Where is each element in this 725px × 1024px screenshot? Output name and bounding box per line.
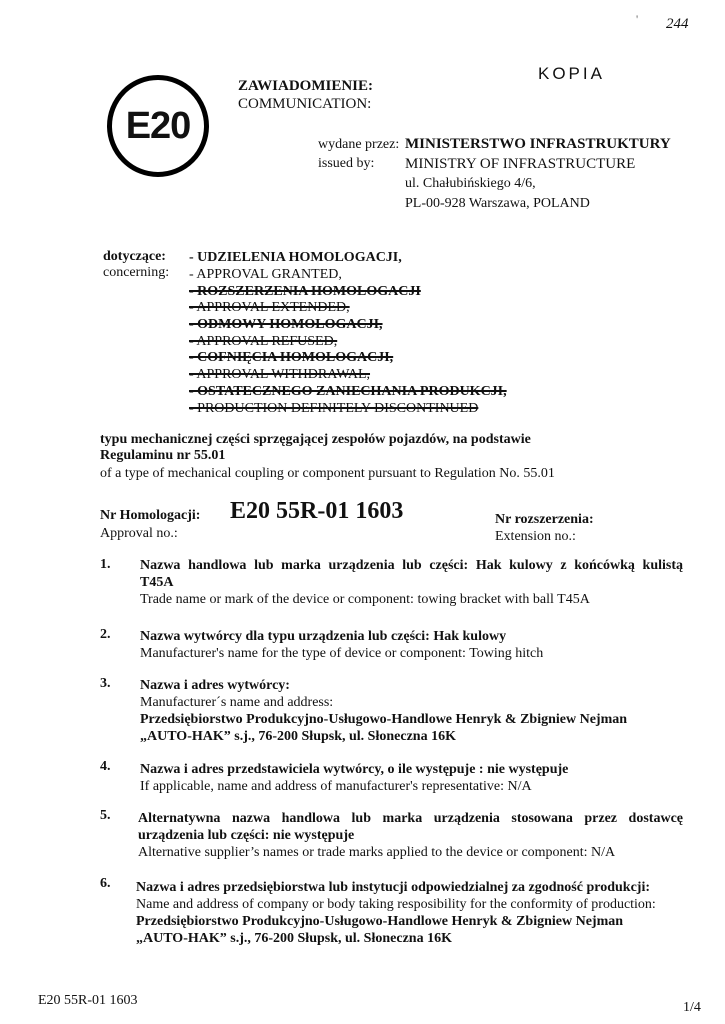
item-4-title-pl: Nazwa i adres przedstawiciela wytwórcy, o ile występuje : nie występuje [140,762,569,777]
item-5-title-pl: Alternatywna nazwa handlowa lub marka urządzenia stosowana przez dostawcę [138,811,683,826]
option-withdrawal-en: - APPROVAL WITHDRAWAL, [189,367,371,382]
address-line-2: PL-00-928 Warszawa, POLAND [405,196,590,211]
option-refused-pl: - ODMOWY HOMOLOGACJI, [189,317,383,332]
list-item [140,761,683,795]
item-5-title-en: Alternative supplier’s names or trade marks applied to the device or component: N/A [138,845,616,860]
issued-label-en: issued by: [318,156,375,171]
item-1-title-en: Trade name or mark of the device or component: towing bracket with ball T45A [140,592,590,607]
handwritten-page-number: 244 [666,16,689,32]
item-4-title-en: If applicable, name and address of manufacturer's representative: N/A [140,779,532,794]
footer-page-number: 1/4 [683,1000,701,1015]
option-approval-granted-en: - APPROVAL GRANTED, [189,267,342,282]
option-withdrawal-pl: - COFNIĘCIA HOMOLOGACJI, [189,350,394,365]
list-item [138,810,683,861]
copy-stamp: KOPIA [538,64,605,83]
title-en: COMMUNICATION: [238,96,372,112]
issuer-en: MINISTRY OF INFRASTRUCTURE [405,156,636,172]
issuer-pl: MINISTERSTWO INFRASTRUKTURY [405,136,671,152]
item-6-title-pl: Nazwa i adres przedsiębiorstwa lub instytucji odpowiedzialnej za zgodność produkcji: [136,880,650,895]
item-1-title-pl: Nazwa handlowa lub marka urządzenia lub części: Hak kulowy z końcówką kulistą [140,558,683,573]
title-pl: ZAWIADOMIENIE: [238,78,374,94]
option-refused-en: - APPROVAL REFUSED, [189,334,338,349]
item-number: 2. [100,627,111,642]
item-1-title-pl-cont: T45A [140,575,174,590]
type-desc-pl-2: Regulaminu nr 55.01 [100,448,226,463]
issued-label-pl: wydane przez: [318,137,400,152]
margin-mark: ' [636,12,639,26]
approval-label-en: Approval no.: [100,526,178,541]
concerning-label-en: concerning: [103,265,170,280]
item-3-manufacturer-address: „AUTO-HAK” s.j., 76-200 Słupsk, ul. Słoneczna 16K [140,729,456,744]
extension-label-pl: Nr rozszerzenia: [495,512,594,527]
approval-number: E20 55R-01 1603 [230,498,404,524]
item-number: 6. [100,876,111,891]
type-desc-en: of a type of mechanical coupling or component pursuant to Regulation No. 55.01 [100,466,555,481]
type-desc-pl-1: typu mechanicznej części sprzęgającej zespołów pojazdów, na podstawie [100,432,531,447]
item-number: 1. [100,557,111,572]
item-3-manufacturer-name: Przedsiębiorstwo Produkcyjno-Usługowo-Handlowe Henryk & Zbigniew Nejman [140,712,628,727]
extension-label-en: Extension no.: [495,529,576,544]
option-extended-en: - APPROVAL EXTENDED, [189,300,350,315]
item-number: 5. [100,808,111,823]
footer-doc-number: E20 55R-01 1603 [38,993,138,1008]
list-item [140,557,683,608]
list-item [140,628,683,662]
logo-text: E20 [125,104,191,147]
item-number: 3. [100,676,111,691]
option-discontinued-pl: - OSTATECZNEGO ZANIECHANIA PRODUKCJI, [189,384,507,399]
item-2-title-en: Manufacturer's name for the type of device or component: Towing hitch [140,646,544,661]
approval-label-pl: Nr Homologacji: [100,508,201,523]
option-approval-granted-pl: - UDZIELENIA HOMOLOGACJI, [189,250,402,265]
option-extended-pl: - ROZSZERZENIA HOMOLOGACJI [189,284,421,299]
item-5-title-pl-cont: urządzenia lub części: nie występuje [138,828,355,843]
option-discontinued-en: - PRODUCTION DEFINITELY DISCONTINUED [189,401,479,416]
item-number: 4. [100,759,111,774]
item-6-company-address: „AUTO-HAK” s.j., 76-200 Słupsk, ul. Słoneczna 16K [136,931,452,946]
item-2-title-pl: Nazwa wytwórcy dla typu urządzenia lub części: Hak kulowy [140,629,507,644]
concerning-label-pl: dotyczące: [103,249,166,264]
item-3-title-pl: Nazwa i adres wytwórcy: [140,678,290,693]
list-item [140,677,683,745]
item-6-title-en: Name and address of company or body taking resposibility for the conformity of production: [136,897,656,912]
address-line-1: ul. Chałubińskiego 4/6, [405,176,536,191]
item-6-company-name: Przedsiębiorstwo Produkcyjno-Usługowo-Handlowe Henryk & Zbigniew Nejman [136,914,624,929]
list-item [136,879,683,947]
item-3-title-en: Manufacturer´s name and address: [140,695,334,710]
e20-approval-logo [107,75,209,177]
